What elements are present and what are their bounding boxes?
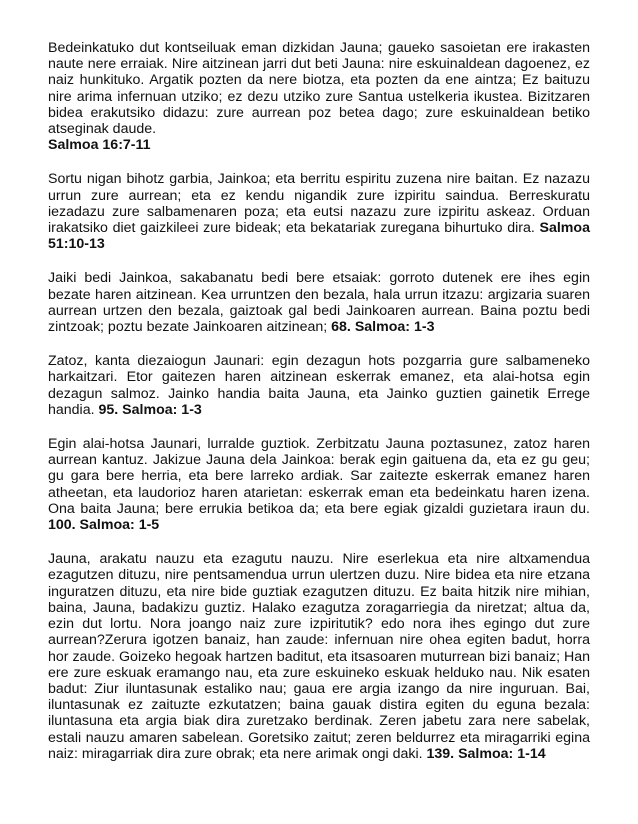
psalm-reference: Salmoa 51:10-13 bbox=[48, 220, 590, 253]
psalm-passage-3 bbox=[48, 270, 590, 335]
passage-text: Jauna, arakatu nauzu eta ezagutu nauzu. Nire eserlekua eta nire altxamendua ezagutzen dituzu, nire pentsamendua urrun ulertzen duzu. Nire bidea eta nire etzana inguratzen dituzu, eta nire bide guztiak ezagutzen dituzu. Ez baita hitzik nire mihian, baina, Jauna, badakizu guztiz. Halako ezagutza zoragarriegia da niretzat; altua da, ezin dut lortu. Nora joango naiz zure izpiritutik? edo nora ihes egingo dut zure aurrean?Zerura igotzen banaiz, han zaude: infernuan nire ohea egiten badut, horra hor zaude. Goizeko hegoak hartzen baditut, eta itsasoaren muturrean bizi banaiz; Han ere zure eskuak eramango nau, eta zure eskuineko eskuak helduko nau. Nik esaten badut: Ziur iluntasunak estaliko nau; gaua ere argia izango da nire inguruan. Bai, iluntasunak ez zaituzte ezkutatzen; baina gauak distira egiten du eguna bezala: iluntasuna eta argia biak dira zuretzako berdinak. Zeren jabetu zara nere sabelak, estali nauzu amaren sabelean. Goretsiko zaitut; zeren beldurrez eta miragarriki egina naiz: miragarriak dira zure obrak; eta nere arimak ongi daki. bbox=[48, 551, 590, 762]
psalm-passage-1 bbox=[48, 40, 590, 153]
passage-text: Egin alai-hotsa Jaunari, lurralde guztiok. Zerbitzatu Jauna poztasunez, zatoz haren aurrean kantuz. Jakizue Jauna dela Jainkoa: berak egin gaituena da, eta ez gu geu; gu gara bere herria, eta bere larreko ardiak. Sar zaitezte eskerrak emanez haren atheetan, eta laudorioz haren atarietan: eskerrak eman eta bedeinkatu haren izena. Ona baita Jauna; bere errukia betikoa da; eta bere egiak gizaldi guzietara iraun du. bbox=[48, 436, 590, 517]
psalm-passage-2 bbox=[48, 171, 590, 252]
psalm-passage-6 bbox=[48, 551, 590, 762]
psalm-reference: 95. Salmoa: 1-3 bbox=[98, 401, 202, 418]
psalm-reference: 139. Salmoa: 1-14 bbox=[426, 745, 546, 762]
psalm-passage-5 bbox=[48, 436, 590, 533]
passage-text: Jaiki bedi Jainkoa, sakabanatu bedi bere etsaiak: gorroto dutenek ere ihes egin bezate haren aitzinean. Kea urruntzen den bezala, hala urrun itzazu: argizaria suaren aurrean urtzen den bezala, gaiztoak gal bedi Jainkoaren aurrean. Baina poztu bedi zintzoak; poztu bezate Jainkoaren aitzinean; bbox=[48, 270, 590, 336]
psalm-reference: 68. Salmoa: 1-3 bbox=[331, 319, 435, 336]
psalm-reference: Salmoa 16:7-11 bbox=[48, 137, 151, 154]
passage-text: Zatoz, kanta diezaiogun Jaunari: egin dezagun hots pozgarria gure salbameneko harkaitzari. Etor gaitezen haren aitzinean eskerrak emanez, eta alai-hotsa egin dezagun salmoz. Jainko handia baita Jauna, eta Jainko guztien gainetik Errege handia. bbox=[48, 353, 590, 418]
psalm-passage-4 bbox=[48, 353, 590, 418]
passage-text: Bedeinkatuko dut kontseiluak eman dizkidan Jauna; gaueko sasoietan ere irakasten naute nere erraiak. Nire aitzinean jarri dut beti Jauna: nire eskuinaldean dagoenez, ez naiz hunkituko. Argatik pozten da nere biotza, eta pozten da ene aintza; Ez baituzu nire arima infernuan utziko; ez dezu utziko zure Santua ustelkeria ikustea. Bizitzaren bidea erakutsiko didazu: zure aurrean poz betea dago; zure eskuinaldean betiko atseginak daude. bbox=[48, 40, 590, 138]
passage-text: Sortu nigan bihotz garbia, Jainkoa; eta berritu espiritu zuzena nire baitan. Ez nazazu urrun zure aurrean; eta ez kendu nigandik zure izpiritu saindua. Berreskuratu iezadazu zure salbamenaren poza; eta eutsi nazazu zure izpiritu askeaz. Orduan irakatsiko diet gaizkileei zure bideak; eta bekatariak zuregana bihurtuko dira. bbox=[48, 171, 590, 237]
psalm-reference: 100. Salmoa: 1-5 bbox=[48, 517, 160, 534]
document-page bbox=[48, 40, 590, 780]
